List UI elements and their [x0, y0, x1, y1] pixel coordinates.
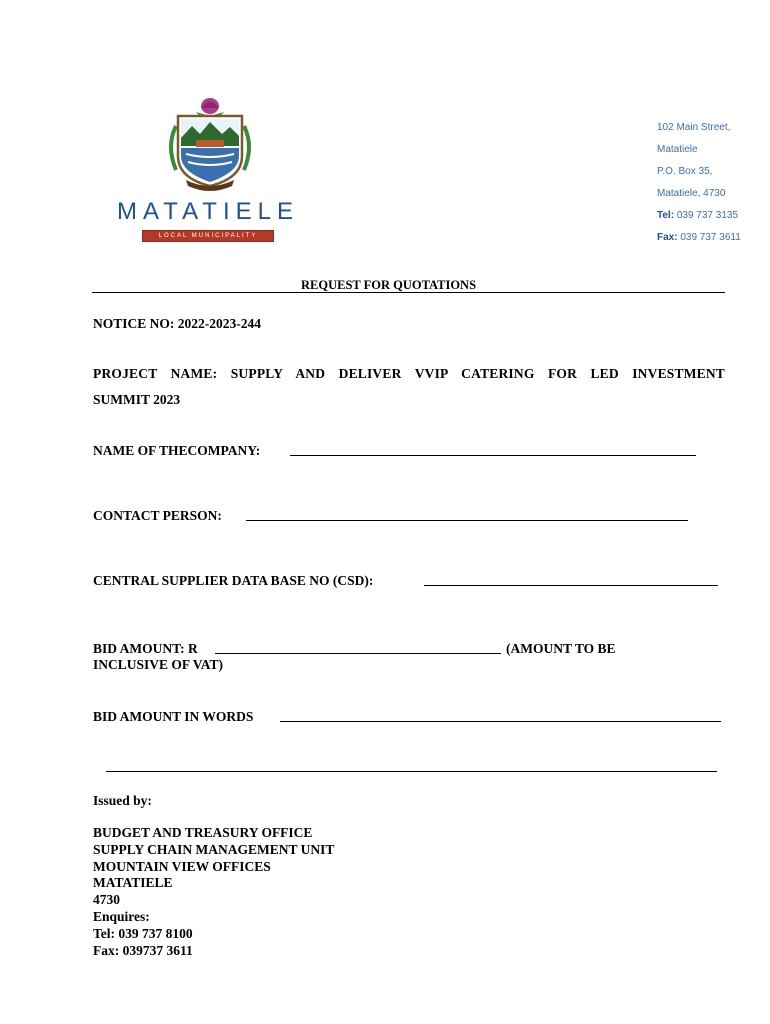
csd-number-field[interactable]: [424, 585, 718, 586]
bid-amount-label: BID AMOUNT: R: [93, 641, 198, 656]
csd-number-label: CENTRAL SUPPLIER DATA BASE NO (CSD):: [93, 573, 374, 588]
tel-line: [657, 209, 741, 231]
issuer-line: MATATIELE: [93, 875, 173, 891]
notice-number: NOTICE NO: 2022-2023-244: [93, 316, 261, 331]
address-line: 102 Main Street,: [657, 122, 731, 133]
issuer-line: Enquires:: [93, 908, 150, 924]
document-title: REQUEST FOR QUOTATIONS: [301, 278, 477, 292]
tel-label: Tel:: [657, 210, 675, 221]
bid-words-field[interactable]: [280, 721, 721, 722]
address-line: P.O. Box 35,: [657, 166, 713, 177]
title-rule: [92, 292, 725, 293]
municipality-logo: [100, 96, 320, 246]
company-name-field[interactable]: [290, 455, 696, 456]
bid-words-field-line2[interactable]: [106, 771, 717, 772]
issuer-line: 4730: [93, 892, 120, 908]
bid-amount-suffix: (AMOUNT TO BE: [506, 641, 616, 656]
issuer-line: MOUNTAIN VIEW OFFICES: [93, 858, 271, 874]
bid-amount-vat-note: INCLUSIVE OF VAT): [93, 657, 224, 672]
address-line: Matatiele, 4730: [657, 188, 726, 199]
issuer-line: Tel: 039 737 8100: [93, 925, 193, 941]
address-block: [657, 121, 741, 253]
issuer-line: BUDGET AND TREASURY OFFICE: [93, 825, 313, 840]
contact-person-field[interactable]: [246, 520, 688, 521]
fax-label: Fax:: [657, 232, 678, 243]
crest-icon: [100, 96, 320, 196]
issuer-line: Fax: 039737 3611: [93, 942, 193, 958]
bid-amount-field[interactable]: [215, 653, 501, 654]
project-name-line1: PROJECT NAME: SUPPLY AND DELIVER VVIP CATERING FOR LED INVESTMENT: [93, 366, 725, 381]
issuer-block: [93, 825, 334, 959]
issued-by-label: Issued by:: [93, 793, 152, 808]
logo-wordmark: MATATIELE: [116, 198, 299, 225]
logo-subtitle: LOCAL MUNICIPALITY: [142, 230, 274, 242]
fax-line: [657, 231, 741, 253]
fax-value: 039 737 3611: [680, 232, 741, 243]
project-name-line2: SUMMIT 2023: [93, 392, 181, 407]
company-name-label: NAME OF THECOMPANY:: [93, 443, 261, 458]
bid-words-label: BID AMOUNT IN WORDS: [93, 709, 254, 724]
issuer-line: SUPPLY CHAIN MANAGEMENT UNIT: [93, 841, 335, 857]
tel-value: 039 737 3135: [676, 210, 738, 221]
contact-person-label: CONTACT PERSON:: [93, 508, 222, 523]
address-line: Matatiele: [657, 144, 698, 155]
